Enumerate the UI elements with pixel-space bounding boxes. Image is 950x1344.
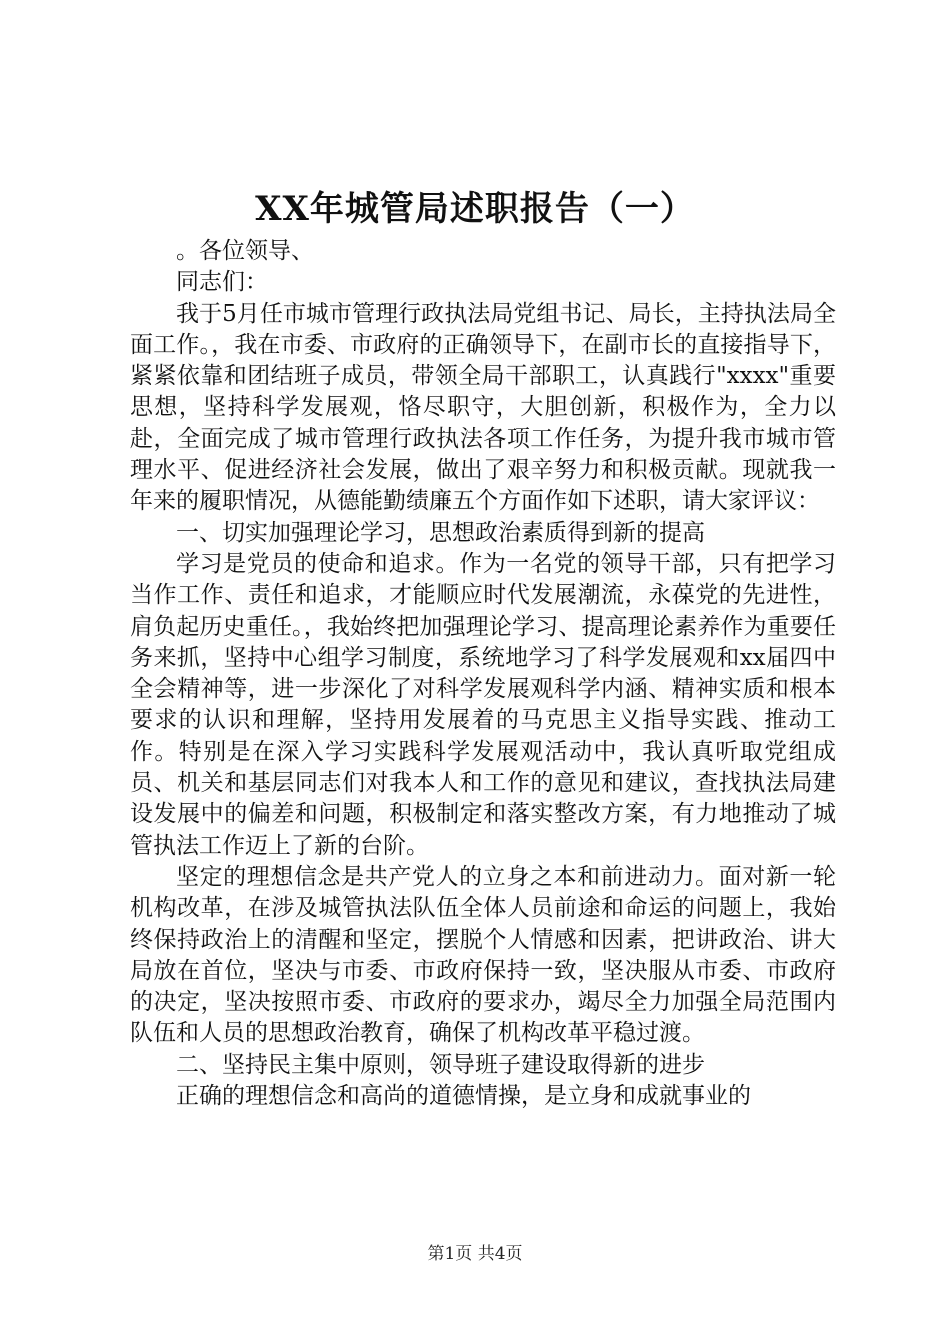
body-paragraph: 我于5月任市城市管理行政执法局党组书记、局长，主持执法局全面工作。，我在市委、市政府的正确领导下，在副市长的直接指导下，紧紧依靠和团结班子成员，带领全局干部职工，认真践行"xxxx"重要思想，坚持科学发展观，恪尽职守，大胆创新，积极作为，全力以赴，全面完成了城市管理行政执法各项工作任务，为提升我市城市管理水平、促进经济社会发展，做出了艰辛努力和积极贡献。现就我一年来的履职情况，从德能勤绩廉五个方面作如下述职，请大家评议： — [130, 300, 836, 515]
salutation-line: 同志们： — [176, 269, 268, 296]
body-paragraph: 坚定的理想信念是共产党人的立身之本和前进动力。面对新一轮机构改革，在涉及城管执法队伍全体人员前途和命运的问题上，我始终保持政治上的清醒和坚定，摆脱个人情感和因素，把讲政治、讲大局放在首位，坚决与市委、市政府保持一致，坚决服从市委、市政府的决定，坚决按照市委、市政府的要求办，竭尽全力加强全局范围内队伍和人员的思想政治教育，确保了机构改革平稳过渡。 — [130, 863, 836, 1047]
page-footer: 第1页 共4页 — [427, 1244, 523, 1264]
document-body — [130, 236, 836, 1112]
section-heading: 一、切实加强理论学习，思想政治素质得到新的提高 — [176, 519, 705, 546]
document-title: XX年城管局述职报告（一） — [255, 189, 695, 229]
body-paragraph: 学习是党员的使命和追求。作为一名党的领导干部，只有把学习当作工作、责任和追求，才能顺应时代发展潮流，永葆党的先进性，肩负起历史重任。，我始终把加强理论学习、提高理论素养作为重要任务来抓，坚持中心组学习制度，系统地学习了科学发展观和xx届四中全会精神等，进一步深化了对科学发展观科学内涵、精神实质和根本要求的认识和理解，坚持用发展着的马克思主义指导实践、推动工作。特别是在深入学习实践科学发展观活动中，我认真听取党组成员、机关和基层同志们对我本人和工作的意见和建议，查找执法局建设发展中的偏差和问题，积极制定和落实整改方案，有力地推动了城管执法工作迈上了新的台阶。 — [130, 550, 836, 859]
body-paragraph: 正确的理想信念和高尚的道德情操，是立身和成就事业的 — [176, 1083, 751, 1110]
section-heading: 二、坚持民主集中原则，领导班子建设取得新的进步 — [176, 1051, 705, 1078]
salutation-line: 。各位领导、 — [176, 238, 314, 264]
